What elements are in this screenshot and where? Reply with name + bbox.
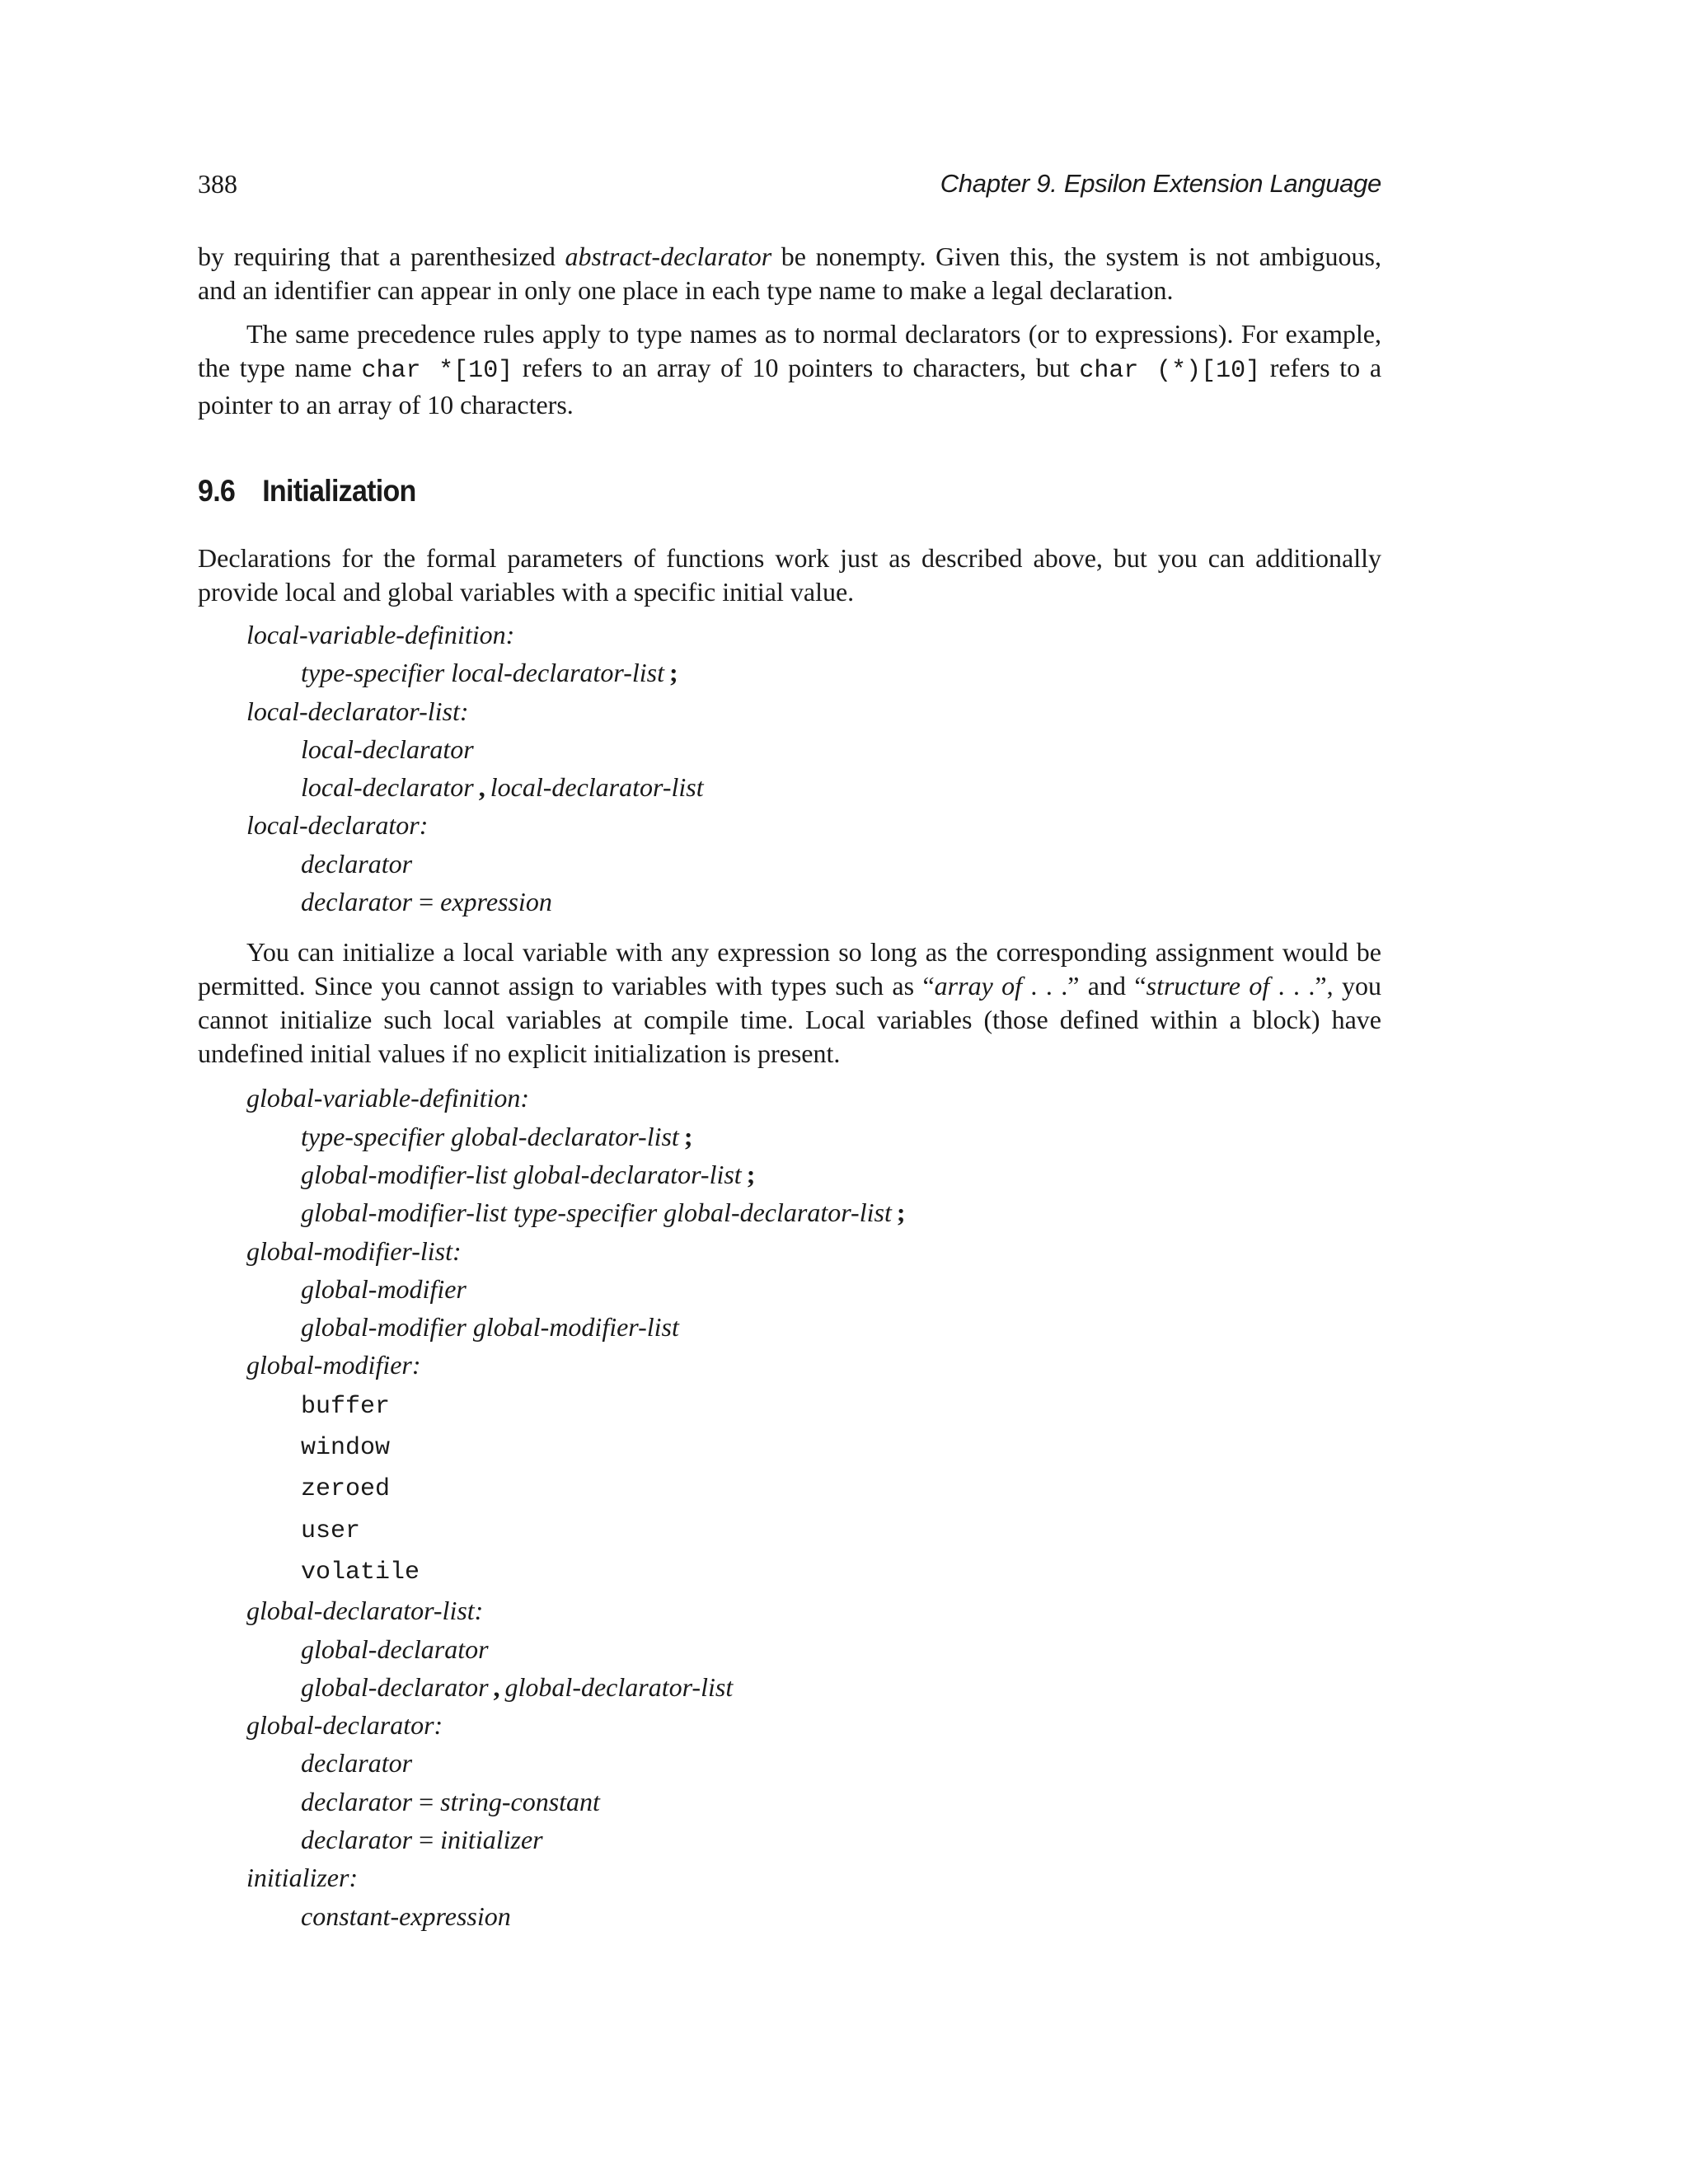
running-header [198,169,1381,210]
grammar-symbols: type-specifier global-declarator-list [301,1121,679,1151]
grammar-alternative [301,845,1381,883]
grammar-symbols: declarator [301,848,413,879]
grammar-symbols: constant-expression [301,1900,511,1931]
grammar-symbols: declarator [301,887,413,917]
grammar-nonterminal-heading: local-declarator: [246,810,429,841]
grammar-terminal: ; [896,1197,906,1228]
section-title: Initialization [262,474,416,508]
text-run: You can initialize a local variable with any expression so long as the corresponding assignment would be permitted. Since you cannot assign to variables with types such as “ [198,937,1381,1001]
grammar-operator: = [419,1825,434,1855]
keyword-buffer: buffer [301,1392,391,1421]
grammar-alternative [301,1193,1381,1231]
grammar-symbols: global-declarator [301,1633,489,1664]
chapter-title: Chapter 9. Epsilon Extension Language [940,169,1381,198]
grammar-alternative [301,1744,1381,1782]
section-number: 9.6 [198,474,236,508]
grammar-alternative [301,1550,1381,1591]
grammar-alternative [301,1821,1381,1858]
grammar-nonterminal-heading: local-variable-definition: [246,620,515,649]
grammar-nonterminal-heading: global-variable-definition: [246,1083,530,1113]
emphasis-array-of: array of [934,971,1023,1001]
grammar-alternative [301,1426,1381,1467]
grammar-symbols: declarator [301,1786,413,1816]
paragraph-precedence-rules [198,317,1381,422]
grammar-symbols: type-specifier local-declarator-list [301,658,665,688]
grammar-nonterminal-heading: global-modifier-list: [246,1235,462,1266]
grammar-terminal: , [478,772,485,803]
grammar-nonterminal-heading: global-declarator: [246,1710,443,1741]
grammar-symbols: string-constant [440,1786,600,1816]
local-variable-grammar [198,616,1381,921]
grammar-symbols: global-modifier-list type-specifier global-declarator-list [301,1197,892,1228]
grammar-symbols: declarator [301,1825,413,1855]
text-run: be nonempty. Given this, the system is not ambiguous, and an identifier can appear in only one place in each type name to make a legal declaration. [198,241,1382,305]
grammar-terminal: ; [669,658,678,688]
grammar-symbols: local-declarator [301,772,474,803]
grammar-symbols: expression [440,887,552,917]
grammar-nonterminal-heading: global-declarator-list: [246,1596,484,1626]
grammar-symbols: declarator [301,1748,413,1779]
grammar-nonterminal-heading: global-modifier: [246,1350,421,1380]
grammar-alternative [301,1118,1381,1155]
grammar-symbols: global-modifier-list global-declarator-list [301,1159,742,1189]
global-variable-grammar [198,1079,1381,1935]
document-page [198,169,1381,1935]
grammar-alternative [301,883,1381,921]
paragraph-type-name-ambiguity [198,240,1381,307]
grammar-alternative [301,1630,1381,1668]
keyword-zeroed: zeroed [301,1475,391,1504]
text-run: refers to a pointer to an array of 10 characters. [198,353,1382,419]
grammar-alternative [301,654,1381,691]
grammar-nonterminal-heading: local-declarator-list: [246,696,469,726]
grammar-symbols: initializer [440,1825,543,1855]
emphasis-structure-of: structure of [1146,971,1270,1001]
grammar-symbols: local-declarator-list [490,772,704,803]
keyword-volatile: volatile [301,1558,420,1586]
text-run: . . .”, you cannot initialize such local variables at compile time. Local variables (those defined within a block) have undefined initial values if no explicit initialization is present. [198,971,1382,1069]
text-run: by requiring that a parenthesized [198,241,565,271]
grammar-alternative [301,1155,1381,1193]
inline-code: char *[10] [361,357,513,385]
text-run: refers to an array of 10 pointers to characters, but [513,353,1080,382]
grammar-alternative [301,1270,1381,1308]
inline-code: char (*)[10] [1079,357,1261,385]
grammar-alternative [301,1783,1381,1821]
grammar-alternative [301,768,1381,806]
grammar-operator: = [419,887,434,917]
grammar-symbols: global-declarator-list [504,1671,734,1702]
grammar-terminal: ; [683,1121,693,1151]
grammar-alternative [301,1385,1381,1426]
text-run: . . .” and “ [1022,971,1146,1001]
grammar-alternative [301,1308,1381,1346]
keyword-user: user [301,1516,361,1545]
keyword-window: window [301,1434,391,1463]
paragraph-initialization-intro: Declarations for the formal parameters of functions work just as described above, but you can additionally provide local and global variables with a specific initial value. [198,543,1381,607]
grammar-symbols: local-declarator [301,733,474,764]
paragraph-local-initialization [198,935,1381,1071]
grammar-symbols: global-modifier global-modifier-list [301,1312,679,1343]
grammar-nonterminal-heading: initializer: [246,1863,359,1893]
grammar-symbols: global-modifier [301,1273,467,1304]
grammar-alternative [301,1467,1381,1508]
section-heading [198,474,1287,509]
page-number: 388 [198,169,237,199]
grammar-alternative [301,1509,1381,1550]
grammar-operator: = [419,1786,434,1816]
grammar-terminal: ; [746,1159,756,1189]
grammar-alternative [301,1897,1381,1935]
grammar-alternative [301,1668,1381,1706]
emphasis-abstract-declarator: abstract-declarator [565,241,772,271]
grammar-symbols: global-declarator [301,1671,489,1702]
text-run: The same precedence rules apply to type names as to normal declarators (or to expressions). For example, the type name [198,319,1381,382]
grammar-terminal: , [493,1671,500,1702]
grammar-alternative [301,730,1381,768]
